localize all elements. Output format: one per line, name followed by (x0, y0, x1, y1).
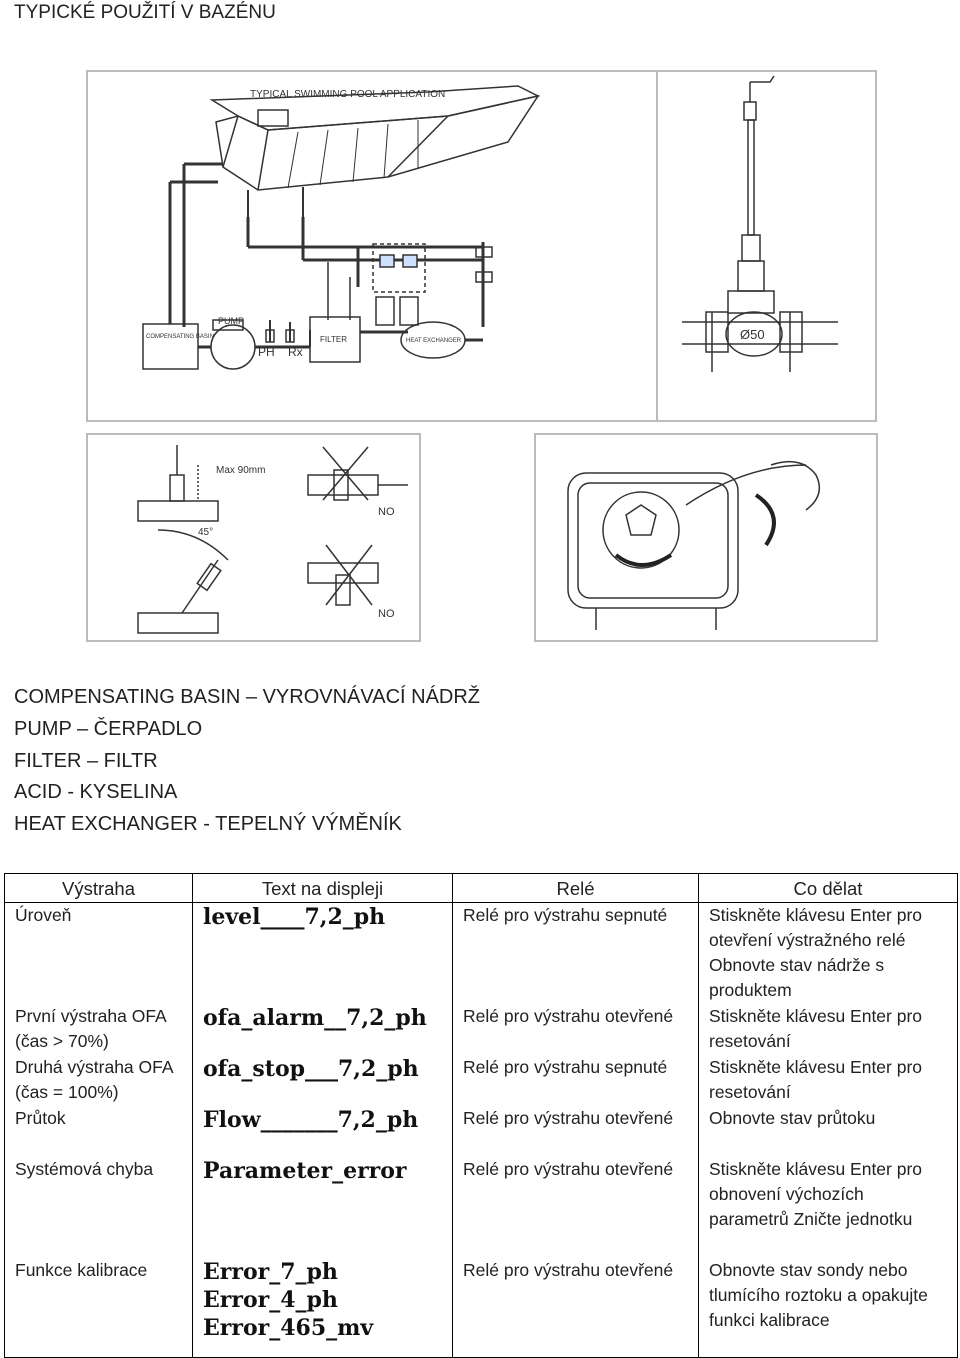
header-relay: Relé (453, 874, 699, 903)
display-line: level____7,2_ph (203, 904, 386, 930)
display-line: Error_7_ph (203, 1258, 338, 1285)
action-cell: Obnovte stav sondy nebo tlumícího roztoku a opakujte funkci kalibrace (699, 1258, 958, 1358)
alarm-cell: Úroveň (5, 903, 193, 1004)
display-line: Error_4_ph (203, 1286, 338, 1313)
label-filter: FILTER (320, 335, 347, 344)
display-text-cell (193, 1004, 453, 1055)
alarm-cell: Funkce kalibrace (5, 1258, 193, 1358)
pool-diagram-drawing (88, 72, 656, 420)
display-line: Parameter_error (203, 1157, 407, 1184)
display-text-cell (193, 903, 453, 1004)
display-line: ofa_stop___7,2_ph (203, 1055, 419, 1082)
label-ph: PH (258, 345, 275, 359)
action-cell: Stiskněte klávesu Enter pro resetování (699, 1004, 958, 1055)
relay-cell: Relé pro výstrahu otevřené (453, 1258, 699, 1358)
display-line: Flow_______7,2_ph (203, 1106, 419, 1133)
no-label-1: NO (378, 506, 395, 518)
table-header-row (5, 874, 958, 903)
legend-item: FILTER – FILTR (14, 749, 158, 772)
display-text-cell (193, 1106, 453, 1157)
table-row (5, 1106, 958, 1157)
alarm-cell: Druhá výstraha OFA (čas = 100%) (5, 1055, 193, 1106)
display-line: ofa_alarm__7,2_ph (203, 1004, 427, 1031)
action-cell: Stiskněte klávesu Enter pro otevření výstražného relé Obnovte stav nádrže s produktem (699, 903, 958, 1004)
alarm-cell: Systémová chyba (5, 1157, 193, 1258)
relay-cell: Relé pro výstrahu otevřené (453, 1004, 699, 1055)
pump-head-drawing (534, 433, 878, 642)
probe-diameter-tag: Ø50 (740, 327, 765, 342)
display-line: Error_465_mv (203, 1314, 374, 1341)
legend-item: COMPENSATING BASIN – VYROVNÁVACÍ NÁDRŽ (14, 686, 481, 708)
diagram-legend (14, 682, 480, 841)
table-row (5, 1157, 958, 1258)
relay-cell: Relé pro výstrahu sepnuté (453, 903, 699, 1004)
pump-head-svg (536, 435, 876, 640)
no-label-2: NO (378, 608, 395, 620)
alarm-table (4, 873, 958, 1358)
action-cell: Stiskněte klávesu Enter pro resetování (699, 1055, 958, 1106)
diagram-banner: TYPICAL SWIMMING POOL APPLICATION (250, 89, 446, 100)
table-row (5, 1258, 958, 1358)
table-row (5, 1004, 958, 1055)
probe-holder-svg (658, 72, 875, 420)
installation-angles-drawing (86, 433, 421, 642)
label-rx: Rx (288, 345, 303, 359)
action-cell: Obnovte stav průtoku (699, 1106, 958, 1157)
pool-application-diagram (86, 70, 658, 422)
label-heat-exchanger: HEAT EXCHANGER (406, 338, 462, 344)
legend-item: ACID - KYSELINA (14, 781, 178, 804)
table-row (5, 1055, 958, 1106)
relay-cell: Relé pro výstrahu otevřené (453, 1157, 699, 1258)
header-action: Co dělat (699, 874, 958, 903)
legend-item: HEAT EXCHANGER - TEPELNÝ VÝMĚNÍK (14, 813, 402, 836)
installation-svg (88, 435, 419, 640)
label-pump: PUMP (218, 316, 245, 326)
alarm-cell: První výstraha OFA (čas > 70%) (5, 1004, 193, 1055)
header-alarm: Výstraha (5, 874, 193, 903)
label-basin: COMPENSATING BASIN (146, 334, 214, 340)
legend-item: PUMP – ČERPADLO (14, 717, 203, 740)
action-cell: Stiskněte klávesu Enter pro obnovení výchozích parametrů Zničte jednotku (699, 1157, 958, 1258)
angle-label: 45° (198, 527, 214, 538)
alarm-cell: Průtok (5, 1106, 193, 1157)
display-text-cell (193, 1055, 453, 1106)
table-row (5, 903, 958, 1004)
max-length-label: Max 90mm (216, 465, 266, 476)
header-display-text: Text na displeji (193, 874, 453, 903)
probe-holder-drawing (656, 70, 877, 422)
display-text-cell (193, 1157, 453, 1258)
relay-cell: Relé pro výstrahu sepnuté (453, 1055, 699, 1106)
display-text-cell (193, 1258, 453, 1358)
page-title: TYPICKÉ POUŽITÍ V BAZÉNU (14, 2, 276, 23)
relay-cell: Relé pro výstrahu otevřené (453, 1106, 699, 1157)
